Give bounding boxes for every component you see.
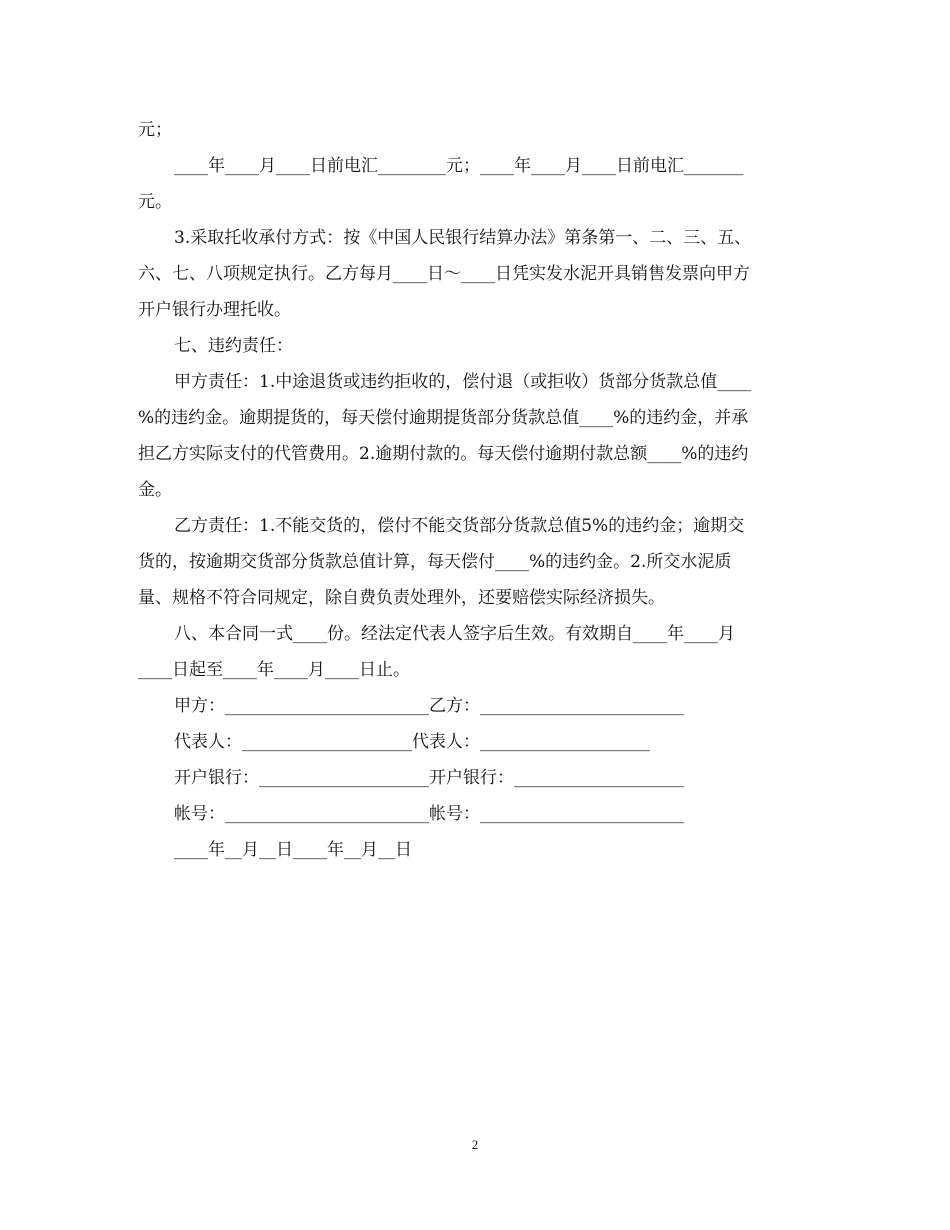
paragraph-wire-transfer — [138, 148, 810, 220]
paragraph-party-b-liability — [138, 508, 810, 616]
signature-representative-line: 代表人：____________________代表人：____________________ — [174, 732, 650, 752]
text-line: 金。 — [138, 480, 172, 500]
text-line: ____年____月____日前电汇________元；____年____月____日前电汇_______ — [174, 156, 744, 176]
text-line: 七、违约责任： — [174, 336, 293, 356]
text-line: 六、七、八项规定执行。乙方每月____日～____日凭实发水泥开具销售发票向甲方 — [138, 264, 750, 284]
text-line: 八、本合同一式____份。经法定代表人签字后生效。有效期自____年____月 — [174, 624, 735, 644]
text-line: 甲方责任：1.中途退货或违约拒收的，偿付退（或拒收）货部分货款总值____ — [174, 372, 752, 392]
signature-bank-line: 开户银行：____________________开户银行：____________________ — [174, 768, 684, 788]
text-line: 元； — [138, 120, 172, 140]
paragraph-party-a-liability — [138, 364, 810, 508]
text-line: %的违约金。逾期提货的，每天偿付逾期提货部分货款总值____%的违约金，并承 — [138, 408, 749, 428]
text-line: 担乙方实际支付的代管费用。2.逾期付款的。每天偿付逾期付款总额____%的违约 — [138, 444, 749, 464]
paragraph-contract-copies — [138, 616, 810, 688]
text-line: ____日起至____年____月____日止。 — [138, 660, 410, 680]
paragraph-collection-method — [138, 220, 810, 328]
signature-party-line: 甲方：________________________乙方：________________________ — [174, 696, 684, 716]
text-line: 开户银行办理托收。 — [138, 300, 291, 320]
page-number: 2 — [471, 1137, 479, 1152]
text-line: 3.采取托收承付方式：按《中国人民银行结算办法》第条第一、二、三、五、 — [174, 228, 752, 248]
text-line: 元。 — [138, 192, 172, 212]
document-body — [138, 112, 810, 868]
signature-date-line: ____年__月__日____年__月__日 — [174, 840, 412, 860]
text-line: 量、规格不符合同规定，除自费负责处理外，还要赔偿实际经济损失。 — [138, 588, 665, 608]
paragraph-continuation — [138, 112, 810, 148]
text-line: 乙方责任：1.不能交货的，偿付不能交货部分货款总值5%的违约金；逾期交 — [174, 516, 745, 536]
signature-block — [138, 688, 810, 868]
text-line: 货的，按逾期交货部分货款总值计算，每天偿付____%的违约金。2.所交水泥质 — [138, 552, 732, 572]
signature-account-line: 帐号：________________________帐号：________________________ — [174, 804, 684, 824]
section-heading-liability — [138, 328, 810, 364]
